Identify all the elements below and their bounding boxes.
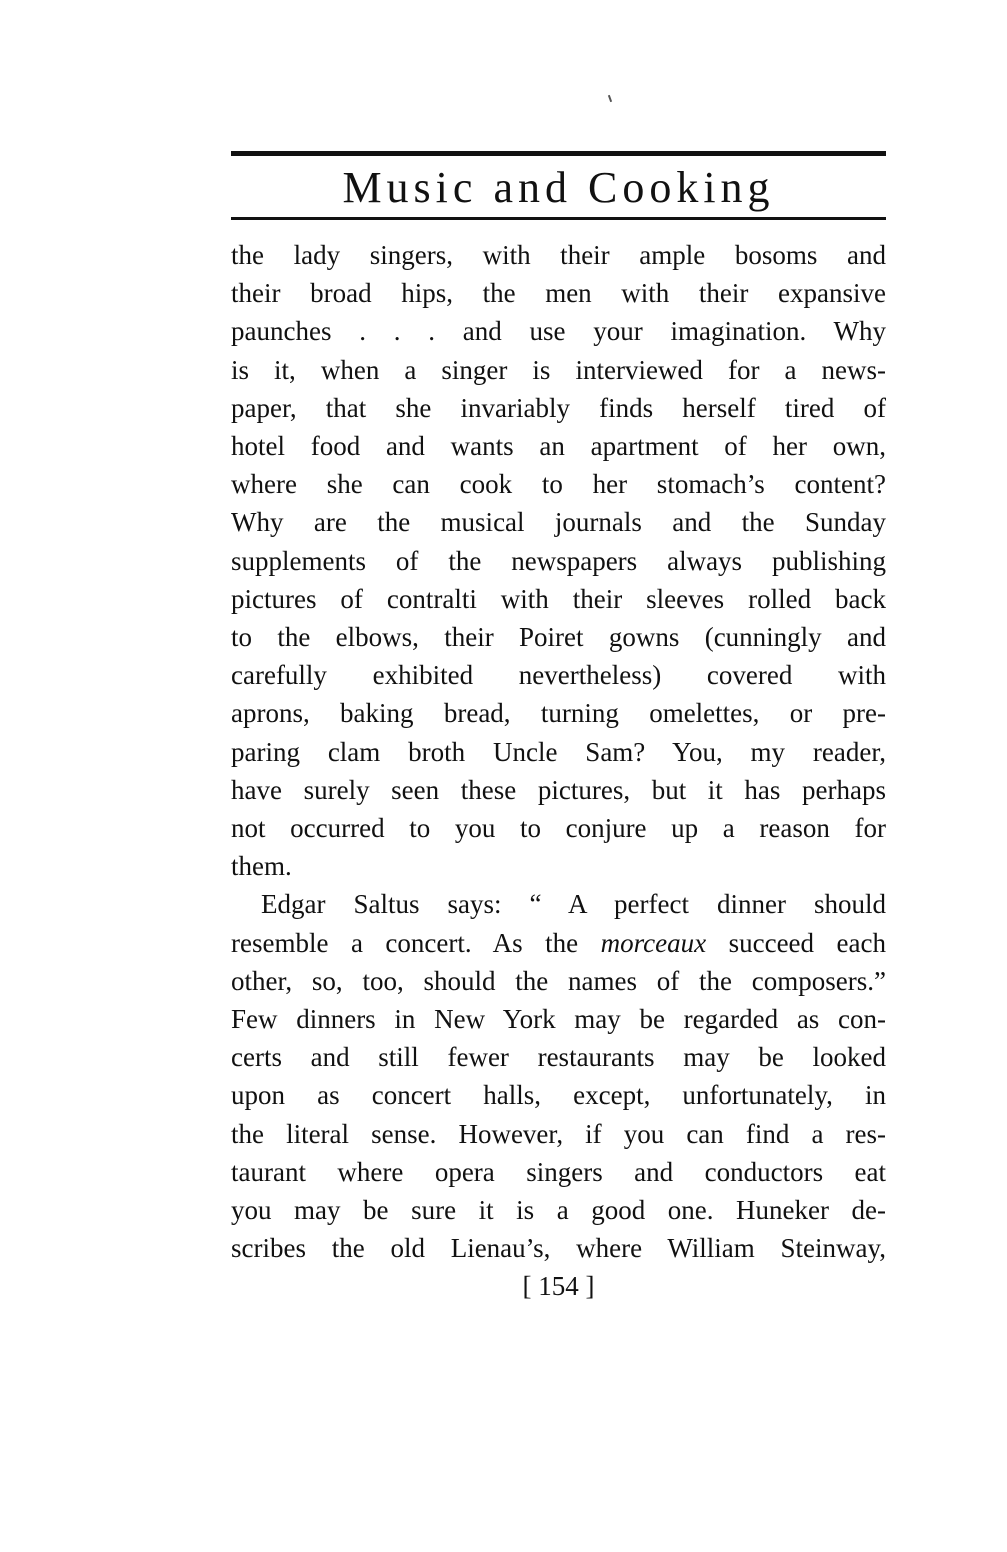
text-line: pictures of contralti with their sleeves rolled back (231, 583, 886, 614)
text-line: you may be sure it is a good one. Huneker de- (231, 1195, 886, 1226)
text-line: supplements of the newspapers always publishing (231, 545, 886, 576)
text-line: the lady singers, with their ample bosoms and (231, 240, 886, 270)
header-rule-top (231, 151, 886, 156)
text-line (231, 924, 886, 962)
text-line: to the elbows, their Poiret gowns (cunningly and (231, 622, 886, 653)
header-rule-bottom (231, 217, 886, 220)
running-head: Music and Cooking (342, 163, 775, 212)
text-line: paunches . . . and use your imagination. Why (231, 316, 886, 347)
text-segment: succeed each (706, 927, 886, 958)
text-line: hotel food and wants an apartment of her own, (231, 431, 886, 462)
text-line: paring clam broth Uncle Sam? You, my reader, (231, 736, 886, 767)
text-line: where she can cook to her stomach’s content? (231, 469, 886, 500)
print-speck (608, 95, 612, 102)
text-line: carefully exhibited nevertheless) covered with (231, 660, 886, 691)
text-line: Why are the musical journals and the Sunday (231, 507, 886, 538)
text-line: have surely seen these pictures, but it has perhaps (231, 774, 886, 805)
text-line: upon as concert halls, except, unfortunately, in (231, 1080, 886, 1111)
text-line: the literal sense. However, if you can find a res- (231, 1118, 886, 1149)
text-line: taurant where opera singers and conductors eat (231, 1156, 886, 1187)
text-line: them. (231, 851, 292, 882)
text-line: not occurred to you to conjure up a reason for (231, 813, 886, 844)
italic-term: morceaux (600, 927, 707, 958)
text-line: other, so, too, should the names of the composers.” (231, 965, 886, 996)
text-line: paper, that she invariably finds herself tired of (231, 392, 886, 423)
text-line: their broad hips, the men with their expansive (231, 278, 886, 309)
text-line: Few dinners in New York may be regarded as con- (231, 1004, 886, 1035)
text-line: Edgar Saltus says: “ A perfect dinner should (261, 889, 886, 920)
page-number: [ 154 ] (522, 1271, 595, 1301)
text-line: certs and still fewer restaurants may be looked (231, 1042, 886, 1073)
text-line: aprons, baking bread, turning omelettes, or pre- (231, 698, 886, 729)
text-line: scribes the old Lienau’s, where William Steinway, (231, 1233, 886, 1264)
paragraph-2 (231, 885, 886, 1267)
text-segment: resemble a concert. As the (231, 927, 601, 958)
body-text (231, 236, 886, 1267)
text-line: is it, when a singer is interviewed for a news- (231, 354, 886, 385)
paragraph-1 (231, 236, 886, 885)
